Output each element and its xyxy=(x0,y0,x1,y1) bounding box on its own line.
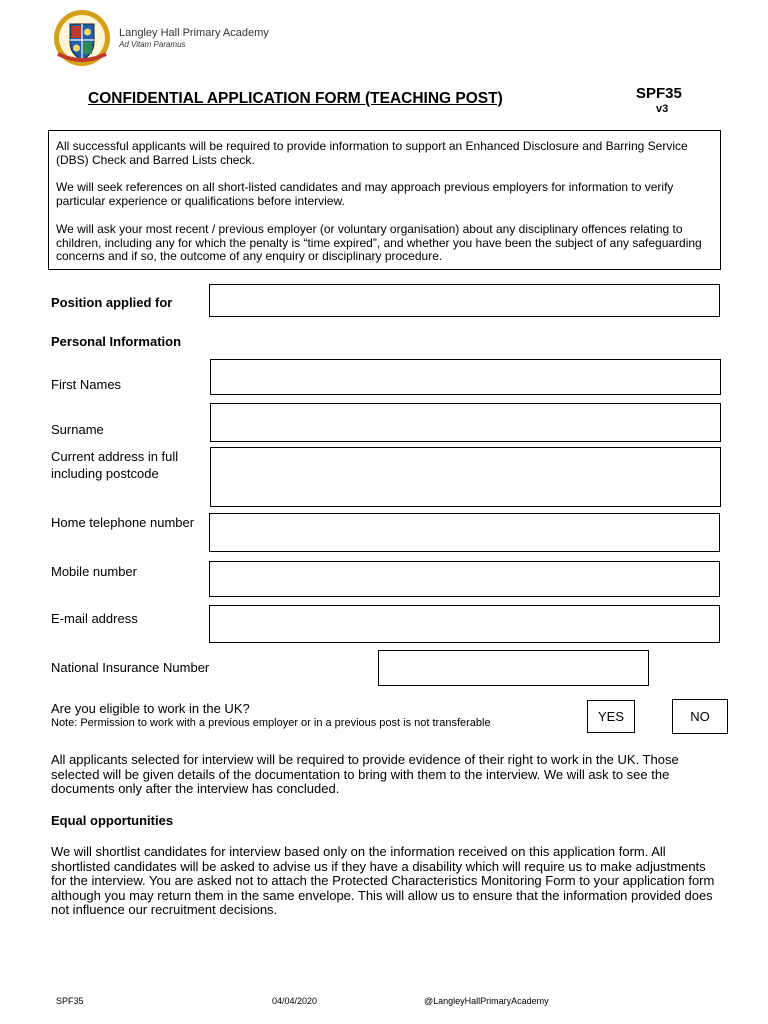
personal-info-heading: Personal Information xyxy=(51,334,182,349)
footer-handle: @LangleyHallPrimaryAcademy xyxy=(424,996,549,1006)
form-version: v3 xyxy=(656,103,669,115)
first-names-label: First Names xyxy=(51,377,122,392)
address-input[interactable] xyxy=(210,447,721,507)
mobile-input[interactable] xyxy=(209,561,720,597)
address-label: Current address in full including postcode xyxy=(51,449,179,481)
equal-opportunities-text: We will shortlist candidates for interview based only on the information received on this application form. All shortlisted candidates will be asked to advise us if they have a disability which will require us to make adjustments for the interview. You are asked not to attach the Protected Characteristics Monitoring Form to your application form although you may return them in the same envelope. This will allow us to ensure that the information provided does not influence our recruitment decisions. xyxy=(51,844,715,917)
footer-code: SPF35 xyxy=(56,996,84,1006)
school-motto: Ad Vitam Paramus xyxy=(119,40,186,49)
position-input[interactable] xyxy=(209,284,720,317)
ni-number-input[interactable] xyxy=(378,650,649,686)
form-code: SPF35 xyxy=(636,85,682,102)
eligible-yes-button[interactable]: YES xyxy=(587,700,635,733)
position-label: Position applied for xyxy=(51,295,173,310)
first-names-input[interactable] xyxy=(210,359,721,395)
surname-label: Surname xyxy=(51,422,104,437)
school-name: Langley Hall Primary Academy xyxy=(119,27,269,39)
form-title: CONFIDENTIAL APPLICATION FORM (TEACHING POST) xyxy=(88,90,503,107)
email-input[interactable] xyxy=(209,605,720,643)
notice-paragraph-dbs: All successful applicants will be required to provide information to support an Enhanced Disclosure and Barring Service (DBS) Check and Barred Lists check. xyxy=(56,139,688,167)
right-to-work-info: All applicants selected for interview will be required to provide evidence of their right to work in the UK. Those selected will be given details of the documentation to bring with them to the interview. We will ask to see the documents only after the interview has concluded. xyxy=(51,752,679,796)
home-phone-label: Home telephone number xyxy=(51,515,195,530)
school-crest xyxy=(52,8,112,68)
notice-box xyxy=(48,130,721,270)
home-phone-input[interactable] xyxy=(209,513,720,552)
notice-paragraph-references: We will seek references on all short-listed candidates and may approach previous employers for information to verify particular experience or qualifications before interview. xyxy=(56,180,674,208)
notice-paragraph-disciplinary: We will ask your most recent / previous employer (or voluntary organisation) about any disciplinary offences relating to children, including any for which the penalty is “time expired”, and whether you have been the subject of any safeguarding concerns and if so, the outcome of any enquiry or disciplinary procedure. xyxy=(56,222,702,263)
ni-number-label: National Insurance Number xyxy=(51,660,210,675)
surname-input[interactable] xyxy=(210,403,721,442)
email-label: E-mail address xyxy=(51,611,138,626)
eligibility-question: Are you eligible to work in the UK? xyxy=(51,701,250,716)
eligibility-note: Note: Permission to work with a previous employer or in a previous post is not transferable xyxy=(51,717,491,729)
footer-date: 04/04/2020 xyxy=(272,996,318,1006)
eligible-no-button[interactable]: NO xyxy=(672,699,728,734)
equal-opportunities-heading: Equal opportunities xyxy=(51,813,174,828)
mobile-label: Mobile number xyxy=(51,564,137,579)
